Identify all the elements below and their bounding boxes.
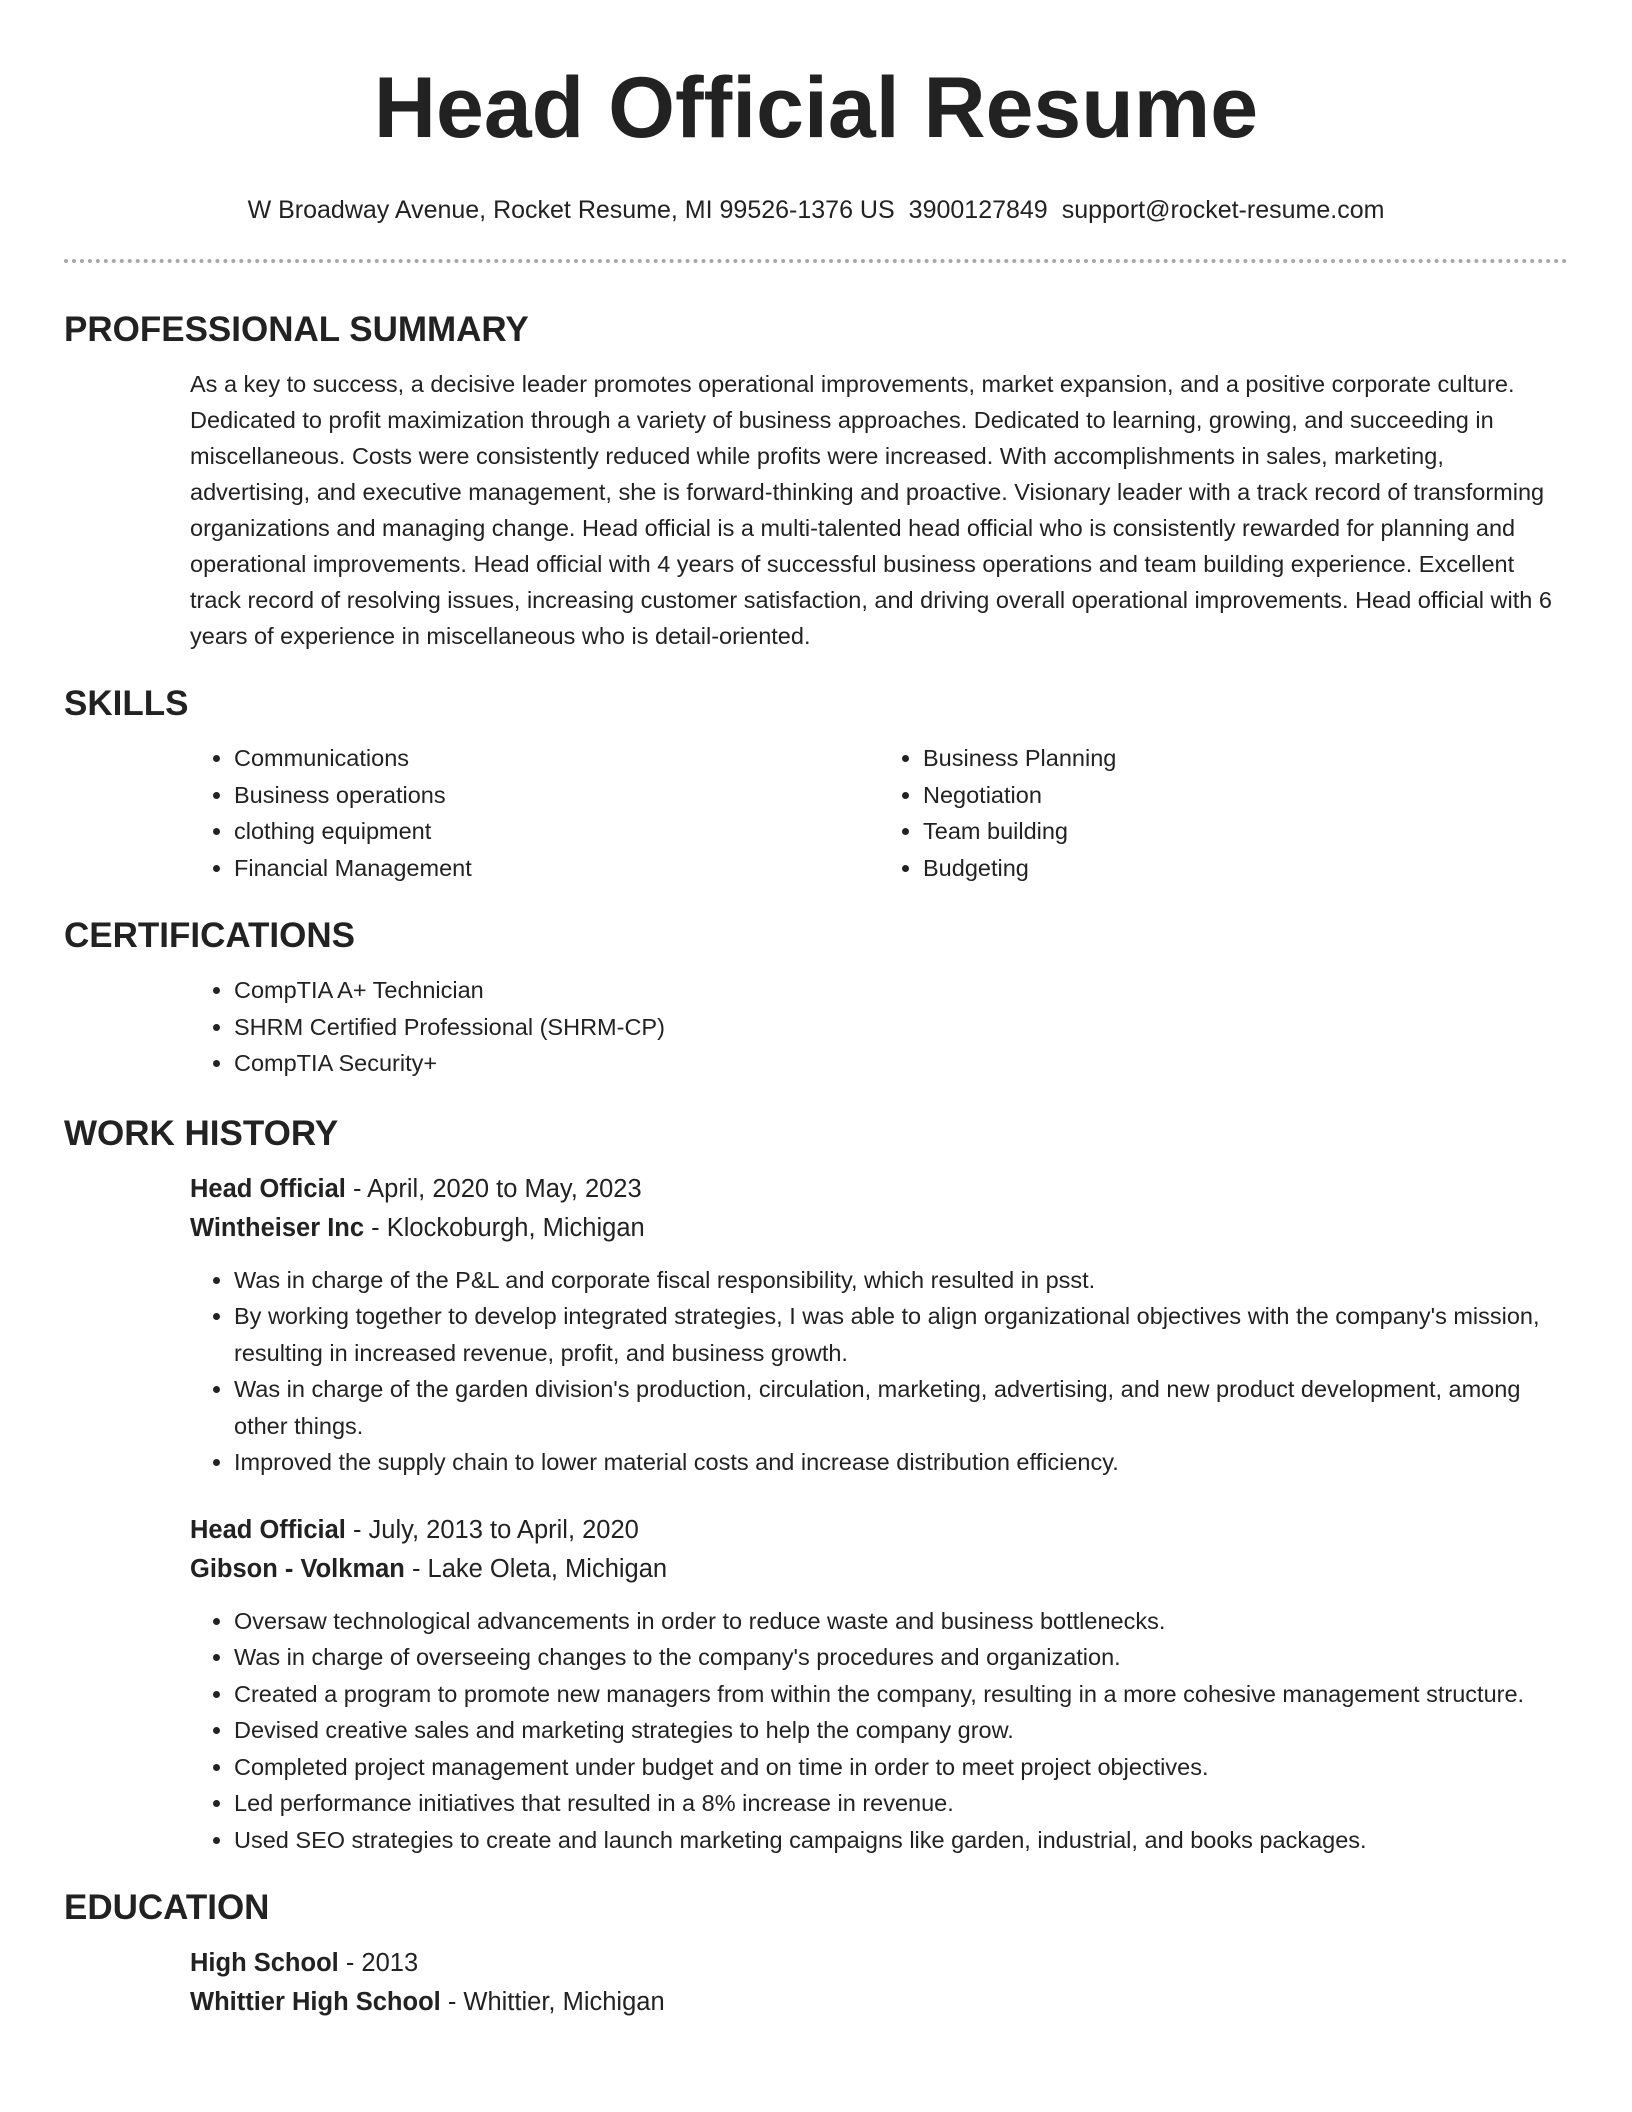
certification-item: • SHRM Certified Professional (SHRM-CP) — [234, 1009, 1568, 1046]
skills-list-left — [190, 740, 879, 886]
job-role: Head Official — [190, 1174, 346, 1203]
summary-body — [190, 366, 1568, 654]
skills-grid — [190, 740, 1568, 886]
summary-heading: PROFESSIONAL SUMMARY — [64, 310, 529, 349]
education-section — [64, 1886, 1568, 2022]
job-company-line — [190, 1550, 1568, 1589]
skill-item: • Financial Management — [234, 850, 879, 887]
summary-section — [64, 308, 1568, 654]
education-year: - 2013 — [338, 1949, 419, 1977]
skill-item: • Team building — [923, 813, 1568, 850]
job-bullet: • Created a program to promote new managers from within the company, resulting in a more cohesive management structure. — [234, 1676, 1568, 1713]
job-bullet: • Completed project management under budget and on time in order to meet project objectives. — [234, 1749, 1568, 1786]
certifications-section — [64, 914, 1568, 1082]
job-bullet: • Was in charge of the garden division's production, circulation, marketing, advertising, and new product development, among other things. — [234, 1371, 1568, 1444]
job-dates: - July, 2013 to April, 2020 — [345, 1515, 639, 1544]
job-title-line — [190, 1170, 1568, 1209]
skills-list-right — [879, 740, 1568, 886]
job-location: - Klockoburgh, Michigan — [364, 1213, 645, 1242]
skill-item: • Communications — [234, 740, 879, 777]
education-school-line — [190, 1983, 1568, 2022]
job-bullet: • Used SEO strategies to create and launch marketing campaigns like garden, industrial, and books packages. — [234, 1822, 1568, 1859]
contact-phone: 3900127849 — [908, 196, 1048, 224]
job-dates: - April, 2020 to May, 2023 — [345, 1174, 642, 1203]
job-bullet: • Was in charge of the P&L and corporate fiscal responsibility, which resulted in psst. — [234, 1262, 1568, 1299]
education-school: Whittier High School — [190, 1988, 441, 2016]
skill-item: • clothing equipment — [234, 813, 879, 850]
work-heading: WORK HISTORY — [64, 1113, 339, 1153]
resume-name: Head Official Resume — [373, 60, 1259, 156]
job-entry — [190, 1170, 1568, 1481]
skills-heading: SKILLS — [64, 684, 189, 723]
header-divider — [64, 259, 1568, 263]
certifications-list — [190, 972, 1568, 1082]
job-location: - Lake Oleta, Michigan — [404, 1554, 668, 1583]
education-heading: EDUCATION — [64, 1888, 270, 1927]
education-degree-line — [190, 1944, 1568, 1983]
education-degree: High School — [190, 1949, 339, 1977]
job-company: Wintheiser Inc — [190, 1213, 365, 1242]
job-company-line — [190, 1209, 1568, 1248]
skill-item: • Budgeting — [923, 850, 1568, 887]
job-bullets — [190, 1262, 1568, 1481]
job-bullets — [190, 1603, 1568, 1859]
education-location: - Whittier, Michigan — [440, 1988, 665, 2016]
skill-item: • Business Planning — [923, 740, 1568, 777]
education-entry — [190, 1944, 1568, 2022]
job-entry — [190, 1511, 1568, 1859]
job-title-line — [190, 1511, 1568, 1550]
job-bullet: • Was in charge of overseeing changes to the company's procedures and organization. — [234, 1639, 1568, 1676]
contact-address: W Broadway Avenue, Rocket Resume, MI 99526-1376 US — [247, 196, 895, 224]
job-bullet: • Devised creative sales and marketing strategies to help the company grow. — [234, 1712, 1568, 1749]
skills-section — [64, 682, 1568, 886]
job-bullet: • Oversaw technological advancements in order to reduce waste and business bottlenecks. — [234, 1603, 1568, 1640]
certification-item: • CompTIA Security+ — [234, 1045, 1568, 1082]
summary-text: As a key to success, a decisive leader promotes operational improvements, market expansion, and a positive corporate culture. Dedicated to profit maximization through a variety of business approaches. Dedicated to learning, growing, and succeeding in miscellaneous. Costs were consistently reduced while profits were increased. With accomplishments in sales, marketing, advertising, and executive management, she is forward-thinking and proactive. Visionary leader with a track record of transforming organizations and managing change. Head official is a multi-talented head official who is consistently rewarded for planning and operational improvements. Head official with 4 years of successful business operations and team building experience. Excellent track record of resolving issues, increasing customer satisfaction, and driving overall operational improvements. Head official with 6 years of experience in miscellaneous who is detail-oriented. — [190, 371, 1552, 649]
certifications-body — [190, 972, 1568, 1082]
skill-item: • Negotiation — [923, 777, 1568, 814]
certification-item: • CompTIA A+ Technician — [234, 972, 1568, 1009]
contact-email: support@rocket-resume.com — [1061, 196, 1385, 224]
work-section — [64, 1112, 1568, 1859]
certifications-heading: CERTIFICATIONS — [64, 916, 356, 955]
contact-line — [64, 194, 1568, 226]
job-company: Gibson - Volkman — [190, 1554, 405, 1583]
job-bullet: • Improved the supply chain to lower material costs and increase distribution efficiency. — [234, 1444, 1568, 1481]
skill-item: • Business operations — [234, 777, 879, 814]
job-role: Head Official — [190, 1515, 346, 1544]
job-bullet: • By working together to develop integrated strategies, I was able to align organizational objectives with the company's mission, resulting in increased revenue, profit, and business growth. — [234, 1298, 1568, 1371]
job-bullet: • Led performance initiatives that resulted in a 8% increase in revenue. — [234, 1785, 1568, 1822]
